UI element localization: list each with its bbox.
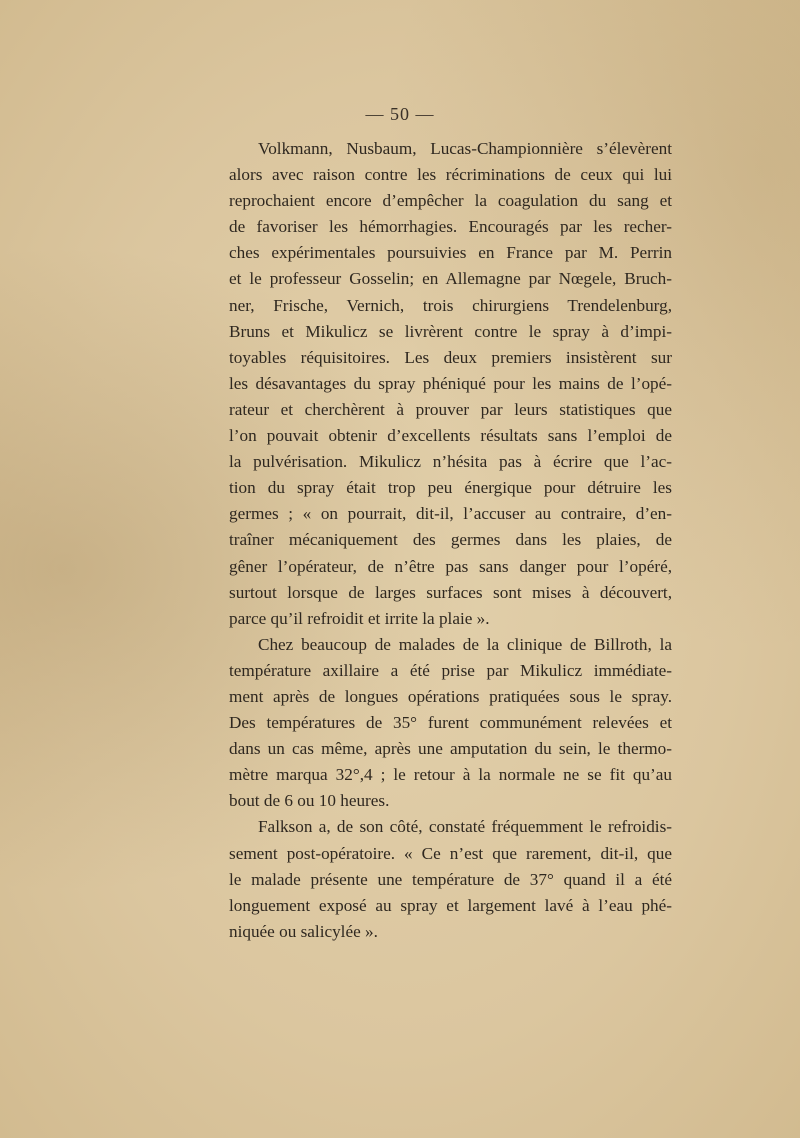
text-line: germes ; « on pourrait, dit-il, l’accuser au contraire, d’en- [229,504,672,524]
text-line: mètre marqua 32°,4 ; le retour à la normale ne se fit qu’au [229,765,672,785]
paragraph-2 [229,632,672,815]
text-line: ches expérimentales poursuivies en France par M. Perrin [229,243,672,263]
text-line: le malade présente une température de 37° quand il a été [229,869,672,889]
page-number: — 50 — [365,104,435,124]
text-line: parce qu’il refroidit et irrite la plaie ». [229,608,490,628]
text-line: tion du spray était trop peu énergique pour détruire les [229,478,672,498]
text-line: la pulvérisation. Mikulicz n’hésita pas à écrire que l’ac- [229,452,672,472]
paragraph-3 [229,814,672,944]
text-line: dans un cas même, après une amputation du sein, le thermo- [229,739,672,759]
text-line: sement post-opératoire. « Ce n’est que rarement, dit-il, que [229,843,672,863]
text-line: et le professeur Gosselin; en Allemagne par Nœgele, Bruch- [229,269,672,289]
text-line: Chez beaucoup de malades de la clinique de Billroth, la [258,634,672,654]
text-line: Falkson a, de son côté, constaté fréquemment le refroidis- [258,817,672,837]
text-line: ment après de longues opérations pratiquées sous le spray. [229,686,672,706]
text-line: traîner mécaniquement des germes dans les plaies, de [229,530,672,550]
text-line: alors avec raison contre les récriminations de ceux qui lui [229,165,672,185]
text-line: température axillaire a été prise par Mikulicz immédiate- [229,660,672,680]
text-line: Bruns et Mikulicz se livrèrent contre le spray à d’impi- [229,321,672,341]
text-line: longuement exposé au spray et largement lavé à l’eau phé- [229,895,672,915]
text-line: les désavantages du spray phéniqué pour les mains de l’opé- [229,373,672,393]
text-line: Volkmann, Nusbaum, Lucas-Championnière s’élevèrent [258,139,672,158]
text-line: ner, Frische, Vernich, trois chirurgiens Trendelenburg, [229,295,672,315]
text-line: bout de 6 ou 10 heures. [229,791,390,811]
text-line: l’on pouvait obtenir d’excellents résultats sans l’emploi de [229,426,672,446]
text-line: surtout lorsque de larges surfaces sont mises à découvert, [229,582,672,602]
text-line: rateur et cherchèrent à prouver par leurs statistiques que [229,399,672,419]
text-line: Des températures de 35° furent communément relevées et [229,713,672,733]
text-line: reprochaient encore d’empêcher la coagulation du sang et [229,191,672,211]
text-line: toyables réquisitoires. Les deux premiers insistèrent sur [229,347,672,367]
text-line: niquée ou salicylée ». [229,921,378,941]
text-line: gêner l’opérateur, de n’être pas sans danger pour l’opéré, [229,556,672,576]
text-line: de favoriser les hémorrhagies. Encouragés par les recher- [229,217,672,237]
paragraph-1 [229,136,672,632]
body-text [229,136,672,945]
